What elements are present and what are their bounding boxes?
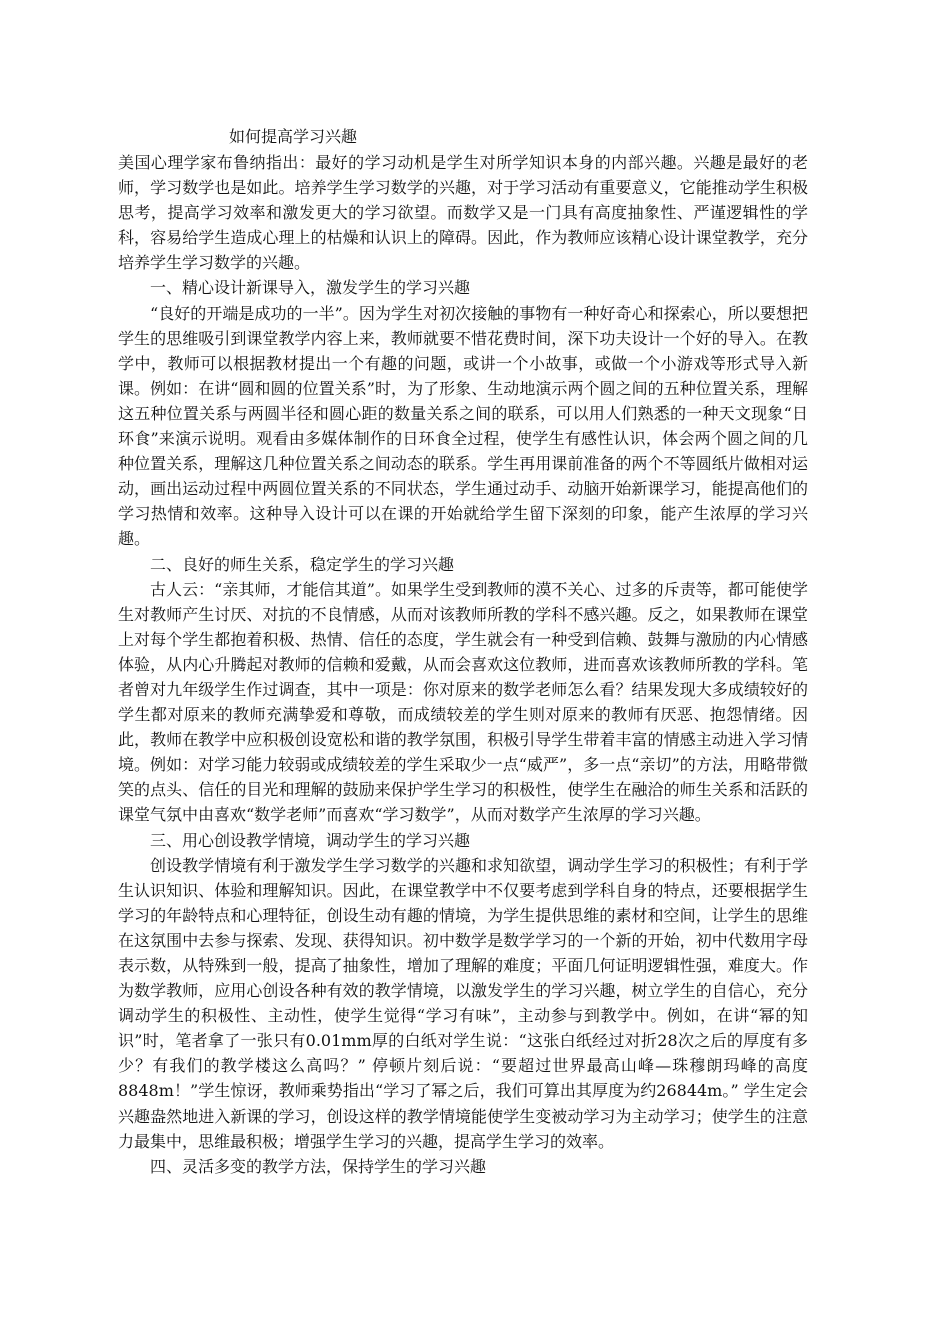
document-title: 如何提高学习兴趣: [229, 127, 358, 146]
section-heading-2: 二、良好的师生关系，稳定学生的学习兴趣: [150, 554, 455, 574]
section-heading-3: 三、用心创设教学情境，调动学生的学习兴趣: [150, 830, 471, 850]
section-paragraph-2: 古人云：“亲其师，才能信其道”。如果学生受到教师的漠不关心、过多的斥责等，都可能使学生对教师产生讨厌、对抗的不良情感，从而对该教师所教的学科不感兴趣。反之，如果教师在课堂上对每个学生都抱着积极、热情、信任的态度，学生就会有一种受到信赖、鼓舞与激励的内心情感体验，从内心升腾起对教师的信赖和爱戴，从而会喜欢这位教师，进而喜欢该教师所教的学科。笔者曾对九年级学生作过调查，其中一项是：你对原来的数学老师怎么看？结果发现大多成绩较好的学生都对原来的教师充满挚爱和尊敬，而成绩较差的学生则对原来的教师有厌恶、抱怨情绪。因此，教师在教学中应积极创设宽松和谐的教学氛围，积极引导学生带着丰富的情感主动进入学习情境。例如：对学习能力较弱或成绩较差的学生采取少一点“威严”，多一点“亲切”的方法，用略带微笑的点头、信任的目光和理解的鼓励来保护学生学习的积极性，使学生在融洽的师生关系和活跃的课堂气氛中由喜欢“数学老师”而喜欢“学习数学”，从而对数学产生浓厚的学习兴趣。: [118, 579, 808, 825]
section-paragraph-1: “良好的开端是成功的一半”。因为学生对初次接触的事物有一种好奇心和探索心，所以要想把学生的思维吸引到课堂教学内容上来，教师就要不惜花费时间，深下功夫设计一个好的导入。在教学中，教师可以根据教材提出一个有趣的问题，或讲一个小故事，或做一个小游戏等形式导入新课。例如：在讲“圆和圆的位置关系”时，为了形象、生动地演示两个圆之间的五种位置关系，理解这五种位置关系与两圆半径和圆心距的数量关系之间的联系，可以用人们熟悉的一种天文现象“日环食”来演示说明。观看由多媒体制作的日环食全过程，使学生有感性认识，体会两个圆之间的几种位置关系，理解这几种位置关系之间动态的联系。学生再用课前准备的两个不等圆纸片做相对运动，画出运动过程中两圆位置关系的不同状态，学生通过动手、动脑开始新课学习，能提高他们的学习热情和效率。这种导入设计可以在课的开始就给学生留下深刻的印象，能产生浓厚的学习兴趣。: [118, 303, 808, 549]
document-body: [118, 150, 808, 1179]
intro-paragraph: 美国心理学家布鲁纳指出：最好的学习动机是学生对所学知识本身的内部兴趣。兴趣是最好的老师，学习数学也是如此。培养学生学习数学的兴趣，对于学习活动有重要意义，它能推动学生积极思考，提高学习效率和激发更大的学习欲望。而数学又是一门具有高度抽象性、严谨逻辑性的学科，容易给学生造成心理上的枯燥和认识上的障碍。因此，作为教师应该精心设计课堂教学，充分培养学生学习数学的兴趣。: [118, 153, 808, 273]
section-heading-4: 四、灵活多变的教学方法，保持学生的学习兴趣: [150, 1156, 487, 1176]
section-heading-1: 一、精心设计新课导入，激发学生的学习兴趣: [150, 278, 471, 298]
section-paragraph-3: 创设教学情境有利于激发学生学习数学的兴趣和求知欲望，调动学生学习的积极性；有利于学生认识知识、体验和理解知识。因此，在课堂教学中不仅要考虑到学科自身的特点，还要根据学生学习的年龄特点和心理特征，创设生动有趣的情境，为学生提供思维的素材和空间，让学生的思维在这氛围中去参与探索、发现、获得知识。初中数学是数学学习的一个新的开始，初中代数用字母表示数，从特殊到一般，提高了抽象性，增加了理解的难度；平面几何证明逻辑性强，难度大。作为数学教师，应用心创设各种有效的教学情境，以激发学生的学习兴趣，树立学生的自信心，充分调动学生的积极性、主动性，使学生觉得“学习有味”，主动参与到教学中。例如，在讲“幂的知识”时，笔者拿了一张只有0.01mm厚的白纸对学生说：“这张白纸经过对折28次之后的厚度有多少？有我们的教学楼这么高吗？” 停顿片刻后说：“要超过世界最高山峰—珠穆朗玛峰的高度8848m！”学生惊讶，教师乘势指出“学习了幂之后，我们可算出其厚度为约26844m。” 学生定会兴趣盎然地进入新课的学习，创设这样的教学情境能使学生变被动学习为主动学习；使学生的注意力最集中，思维最积极；增强学生学习的兴趣，提高学生学习的效率。: [118, 855, 808, 1151]
